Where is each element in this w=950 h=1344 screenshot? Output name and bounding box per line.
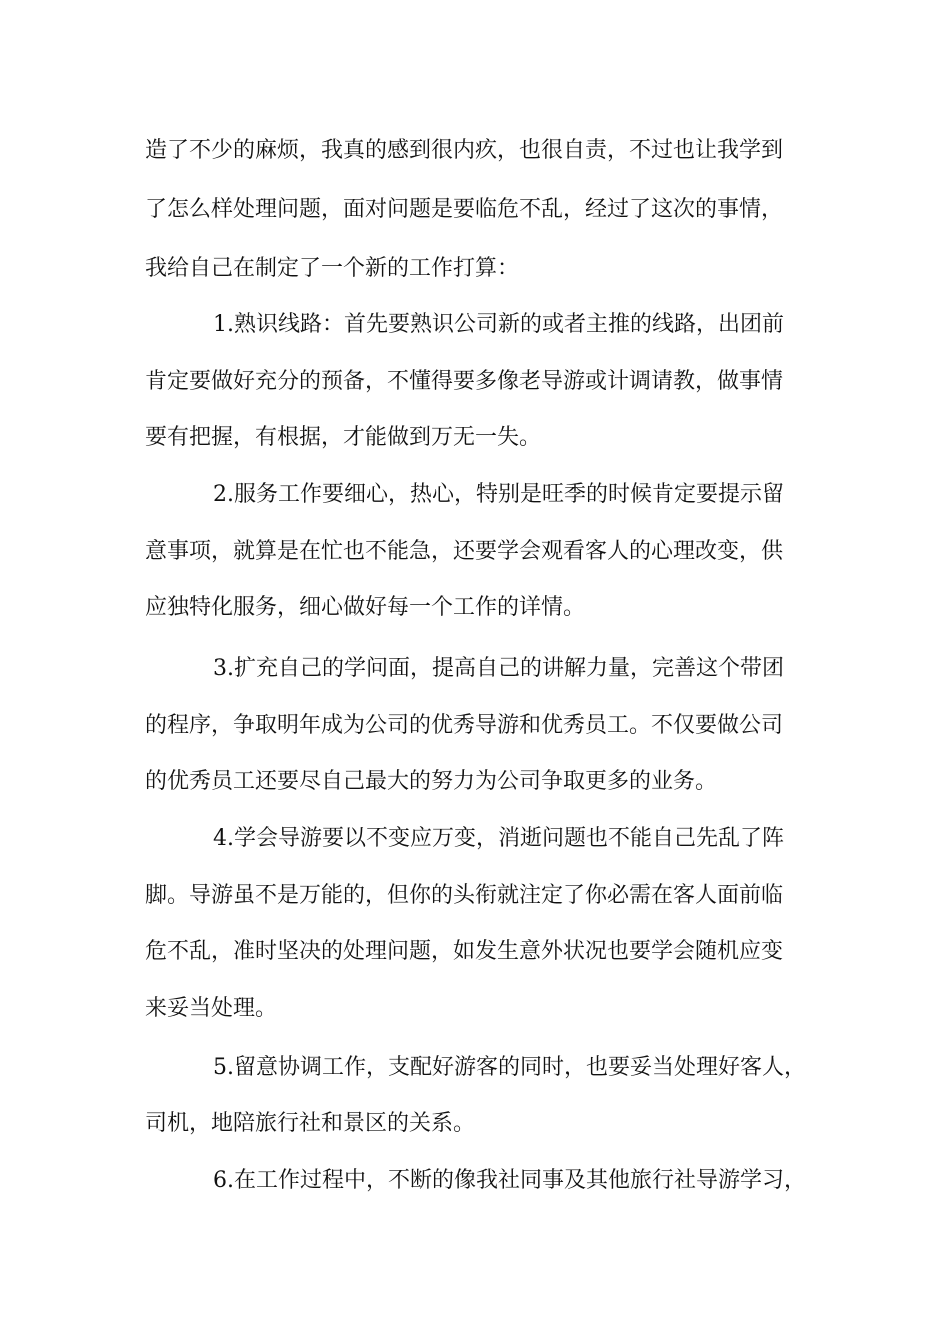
list-item-2-line: 2.服务工作要细心，热心，特别是旺季的时候肯定要提示留 [213,482,784,507]
list-item-6-line: 6.在工作过程中，不断的像我社同事及其他旅行社导游学习， [213,1168,806,1193]
text-line: 的优秀员工还要尽自己最大的努力为公司争取更多的业务。 [145,769,718,794]
list-item-3-line: 3.扩充自己的学问面，提高自己的讲解力量，完善这个带团 [213,656,784,681]
list-item-4-line: 4.学会导游要以不变应万变，消逝问题也不能自己先乱了阵 [213,826,784,851]
list-item-5-line: 5.留意协调工作，支配好游客的同时，也要妥当处理好客人， [213,1055,806,1080]
text-line: 了怎么样处理问题，面对问题是要临危不乱，经过了这次的事情， [145,197,784,222]
text-line: 的程序，争取明年成为公司的优秀导游和优秀员工。不仅要做公司 [145,713,784,738]
text-line: 造了不少的麻烦，我真的感到很内疚，也很自责，不过也让我学到 [145,138,784,163]
text-line: 要有把握，有根据，才能做到万无一失。 [145,425,542,450]
text-line: 我给自己在制定了一个新的工作打算： [145,256,520,281]
text-line: 应独特化服务，细心做好每一个工作的详情。 [145,595,586,620]
text-line: 司机，地陪旅行社和景区的关系。 [145,1111,476,1136]
text-line: 来妥当处理。 [145,996,278,1021]
text-line: 意事项，就算是在忙也不能急，还要学会观看客人的心理改变，供 [145,539,784,564]
list-item-1-line: 1.熟识线路：首先要熟识公司新的或者主推的线路，出团前 [213,312,784,337]
text-line: 脚。导游虽不是万能的，但你的头衔就注定了你必需在客人面前临 [145,883,784,908]
text-line: 危不乱，准时坚决的处理问题，如发生意外状况也要学会随机应变 [145,939,784,964]
text-line: 肯定要做好充分的预备，不懂得要多像老导游或计调请教，做事情 [145,369,784,394]
